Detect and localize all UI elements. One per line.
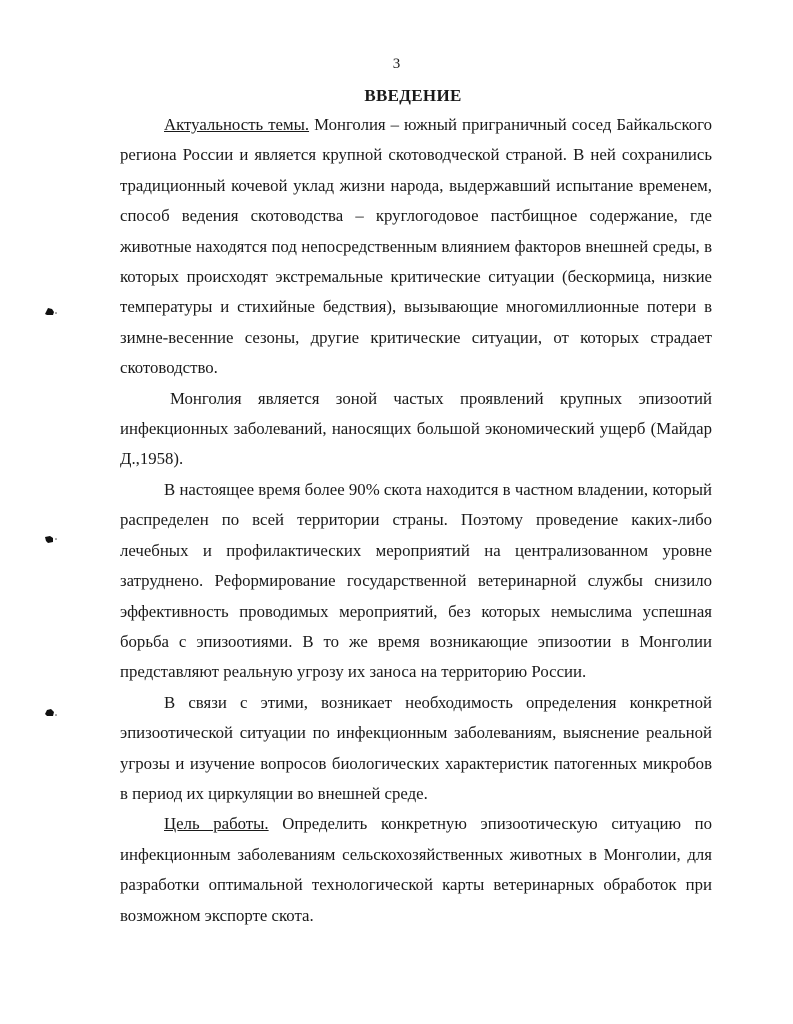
page-number: 3 [392,56,401,72]
page-heading: ВВЕДЕНИЕ [364,86,462,105]
relevance-text: Монголия – южный приграничный сосед Байкальского региона России и является крупной скотоводческой страной. В ней сохранились традиционный кочевой уклад жизни народа, выдержавший испытание временем, способ ведения скотоводства – круглогодовое пастбищное содержание, где животные находятся под непосредственным влиянием факторов внешней среды, в которых происходят экстремальные критические ситуации (бескормица, низкие температуры и стихийные бедствия), вызывающие многомиллионные потери в зимне-весенние сезоны, другие критические ситуации, от которых страдает скотоводство. [120,115,712,378]
document-body [120,110,712,931]
relevance-lead: Актуальность темы. [164,115,310,134]
paragraph-ownership: В настоящее время более 90% скота находится в частном владении, который распределен по всей территории страны. Поэтому проведение каких-либо лечебных и профилактических мероприятий на централизованном уровне затруднено. Реформирование государственной ветеринарной службы снизило эффективность проводимых мероприятий, без которых немыслима успешная борьба с эпизоотиями. В то же время возникающие эпизоотии в Монголии представляют реальную угрозу их заноса на территорию России. [120,479,712,682]
paragraph-relevance [120,110,712,384]
scan-hole-mark [44,708,58,717]
paragraph-goal [120,809,712,931]
paragraph-necessity: В связи с этими, возникает необходимость определения конкретной эпизоотической ситуации по инфекционным заболеваниям, выяснение реальной угрозы и изучение вопросов биологических характеристик патогенных микробов в период их циркуляции во внешней среде. [120,692,712,803]
scan-hole-mark [44,535,58,544]
scan-hole-mark [44,307,58,316]
goal-text: Определить конкретную эпизоотическую ситуацию по инфекционным заболеваниям сельскохозяйственных животных в Монголии, для разработки оптимальной технологической карты ветеринарных обработок при возможном экспорте скота. [120,814,713,925]
goal-lead: Цель работы. [164,814,269,834]
paragraph-epizootics: Монголия является зоной частых проявлений крупных эпизоотий инфекционных заболеваний, наносящих большой экономический ущерб (Майдар Д.,1958). [120,388,712,469]
